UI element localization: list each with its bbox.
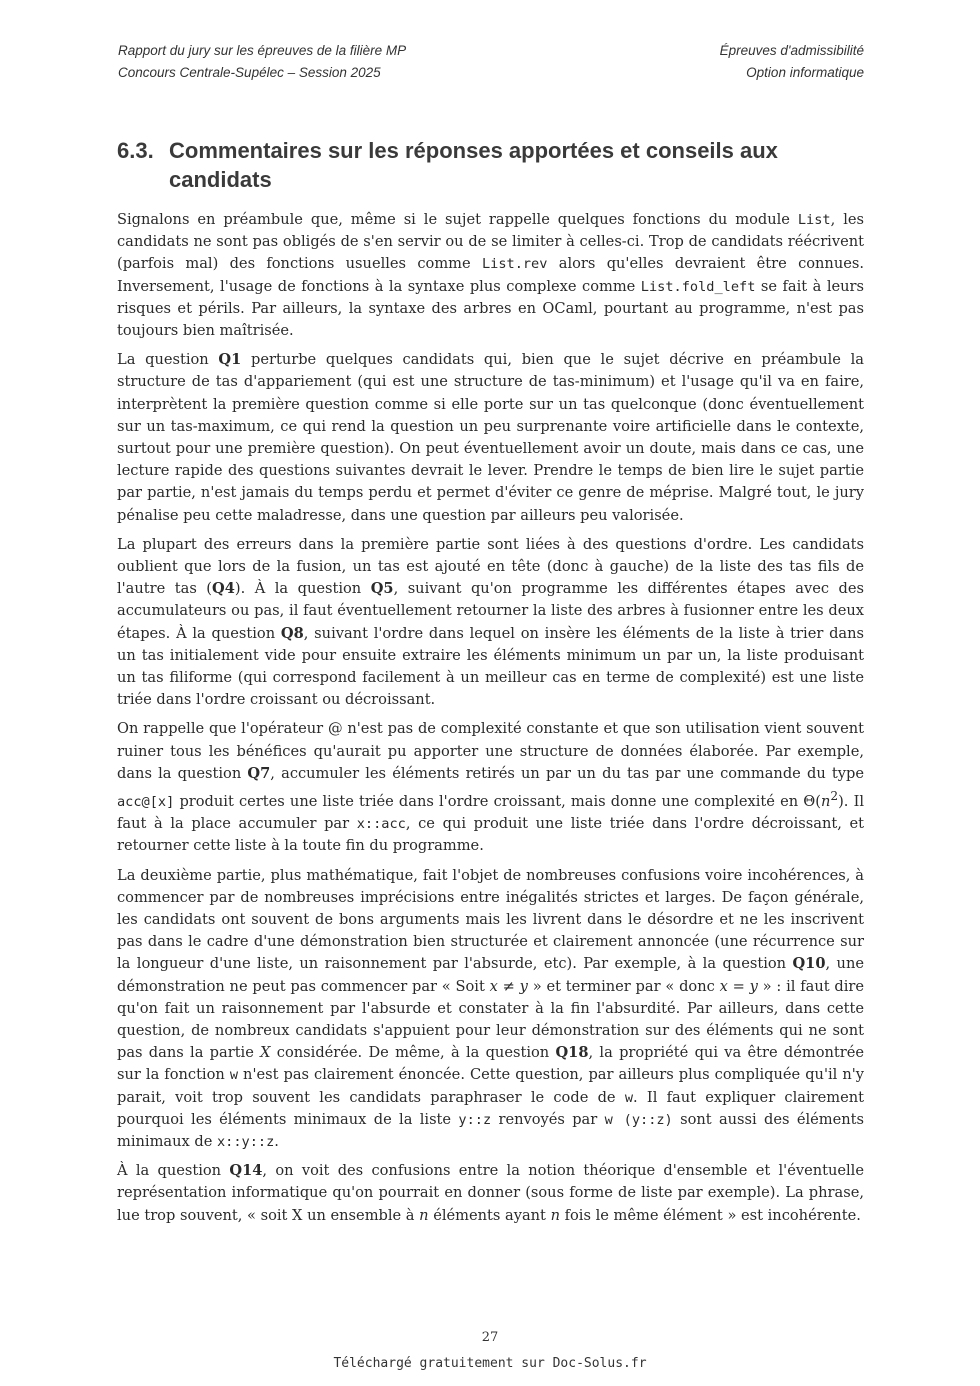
math-var: X	[260, 1044, 271, 1062]
code-cons-acc: x::acc	[356, 816, 406, 833]
header-option: Option informatique	[746, 65, 864, 80]
text: » : il faut dire qu'on fait un raisonnement par l'absurde et constater à la fin l'absurdité. Par ailleurs, dans cette question, de nombreux candidats s'appuient pour leur démonstration sur des éléments qui ne sont pas dans la partie	[117, 977, 865, 1062]
math-var: n	[820, 792, 831, 810]
code-w-call: w (y::z)	[604, 1111, 673, 1128]
code-w: w	[229, 1067, 239, 1084]
text: » et terminer par « donc	[527, 977, 720, 995]
header-report-title: Rapport du jury sur les épreuves de la filière MP	[118, 43, 407, 58]
text: La question	[117, 351, 219, 369]
math-expr: x = y	[719, 977, 758, 995]
text: n'est pas clairement énoncée. Cette question, par ailleurs plus compliquée qu'il n'y parait, voit trop souvent les candidats paraphraser le code de	[117, 1066, 864, 1106]
question-ref: Q18	[555, 1044, 589, 1062]
text: perturbe quelques candidats qui, bien que le sujet décrive en préambule la structure de tas d'appariement (qui est une structure de tas-minimum) et l'usage qu'il va en faire, interprètent la première question comme si elle porte sur un tas quelconque (donc éventuellement sur un tas-maximum, ce qui rend la question un peu surprenante voire artificielle dans le contexte, surtout pour une première question). On peut éventuellement avoir un doute, mais dans ce cas, une lecture rapide des questions suivantes devrait le lever. Prendre le temps de bien lire le sujet partie par partie, n'est jamais du temps perdu et permet d'éviter ce genre de méprise. Malgré tout, le jury pénalise peu cette maladresse, dans une question par ailleurs peu valorisée.	[117, 351, 864, 524]
section-title: Commentaires sur les réponses apportées et conseils aux candidats	[169, 138, 778, 192]
text: , une démonstration ne peut pas commencer par « Soit	[117, 955, 864, 995]
paragraph-1	[117, 209, 864, 342]
text: éléments ayant	[428, 1206, 551, 1224]
page-number: 27	[481, 1330, 499, 1345]
code-fold-left: List.fold_left	[640, 278, 756, 295]
text: La plupart des erreurs dans la première partie sont liées à des questions d'ordre. Les candidats oublient que lors de la fusion, un tas est ajouté en tête (donc à gauche) de la liste des tas fils de l'autre tas (	[117, 535, 864, 598]
text: sont aussi des éléments minimaux de	[117, 1110, 864, 1150]
text: . Il faut expliquer clairement pourquoi les éléments minimaux de la liste	[117, 1088, 864, 1128]
code-list: List	[797, 212, 831, 228]
question-ref: Q10	[792, 955, 826, 973]
text: , suivant l'ordre dans lequel on insère les éléments de la liste à trier dans un tas initialement vide pour ensuite extraire les éléments minimum un par un, la liste produisant un tas filiforme (qui correspond facilement à un meilleur cas en terme de complexité) est une liste triée dans l'ordre croissant ou décroissant.	[117, 624, 865, 709]
paragraph-5	[117, 865, 864, 1154]
paragraph-6	[117, 1160, 864, 1227]
math-expr: x ≠ y	[489, 977, 528, 995]
text: Signalons en préambule que, même si le sujet rappelle quelques fonctions du module	[117, 211, 798, 228]
code-acc-append: acc@[x]	[117, 793, 175, 810]
text: ). À la question	[234, 580, 371, 598]
text: produit certes une liste triée dans l'ordre croissant, mais donne une complexité en Θ(	[174, 792, 821, 810]
text: se fait à leurs risques et périls. Par ailleurs, la syntaxe des arbres en OCaml, pourtant au programme, n'est pas toujours bien maîtrisée.	[117, 277, 864, 340]
code-y-cons-z: y::z	[458, 1111, 492, 1128]
section-number: 6.3.	[117, 138, 154, 163]
text: , on voit des confusions entre la notion théorique d'ensemble et l'éventuelle représentation informatique qu'on pourrait en donner (sous forme de liste par exemple). La phrase, lue trop souvent, « soit X un ensemble à	[117, 1162, 864, 1224]
code-list-rev: List.rev	[481, 256, 548, 273]
question-ref: Q7	[247, 764, 271, 782]
code-x-y-z: x::y::z	[217, 1133, 275, 1150]
section-heading	[117, 136, 817, 194]
question-ref: Q8	[280, 624, 304, 642]
paragraph-3	[117, 534, 864, 712]
text: renvoyés par	[491, 1110, 605, 1128]
math-exponent: 2	[830, 789, 839, 804]
paragraph-4	[117, 718, 864, 857]
text: .	[274, 1132, 279, 1150]
text: , ce qui produit une liste triée dans l'ordre décroissant, et retourner cette liste à la toute fin du programme.	[117, 815, 864, 855]
question-ref: Q5	[370, 580, 394, 598]
text: On rappelle que l'opérateur @ n'est pas de complexité constante et que son utilisation vient souvent ruiner tous les bénéfices qu'aurait pu apporter une structure de données élaborée. Par exemple, dans la question	[117, 720, 864, 782]
header-right	[720, 40, 864, 84]
text: fois le même élément » est incohérente.	[559, 1206, 861, 1224]
math-var: n	[419, 1206, 429, 1224]
question-ref: Q14	[229, 1162, 263, 1180]
math-var: n	[550, 1206, 560, 1224]
text: À la question	[117, 1162, 230, 1180]
text: La deuxième partie, plus mathématique, fait l'objet de nombreuses confusions voire incohérences, à commencer par de nombreuses imprécisions entre inégalités strictes et larges. De façon générale, les candidats ont souvent de bons arguments mais les livrent dans le désordre et ne les inscrivent pas dans le cadre d'une démonstration bien structurée et clairement annoncée (une récurrence sur la longueur d'une liste, un raisonnement par l'absurde, etc). Par exemple, à la question	[117, 866, 864, 973]
code-w: w	[624, 1089, 634, 1106]
paragraph-2	[117, 349, 864, 527]
text: ). Il faut à la place accumuler par	[117, 792, 864, 833]
download-footer: Téléchargé gratuitement sur Doc-Solus.fr	[333, 1356, 647, 1371]
header-session: Concours Centrale-Supélec – Session 2025	[118, 65, 381, 80]
text: , suivant qu'on programme les différentes étapes avec des accumulateurs ou pas, il faut éventuellement retourner la liste des arbres à fusionner entre les deux étapes. À la question	[117, 580, 864, 642]
text: , la propriété qui va être démontrée sur la fonction	[117, 1044, 865, 1084]
header-left	[118, 40, 406, 84]
report-body	[117, 209, 864, 1234]
text: , les candidats ne sont pas obligés de s'en servir ou de se limiter à celles-ci. Trop de candidats réécrivent (parfois mal) des fonctions usuelles comme	[117, 211, 864, 273]
header-exam-type: Épreuves d'admissibilité	[719, 43, 864, 58]
text: considérée. De même, à la question	[270, 1044, 556, 1062]
question-ref: Q4	[212, 580, 235, 598]
question-ref: Q1	[218, 351, 242, 369]
text: alors qu'elles devraient être connues. Inversement, l'usage de fonctions à la syntaxe plus complexe comme	[117, 255, 864, 295]
text: , accumuler les éléments retirés un par un du tas par une commande du type	[270, 764, 864, 782]
